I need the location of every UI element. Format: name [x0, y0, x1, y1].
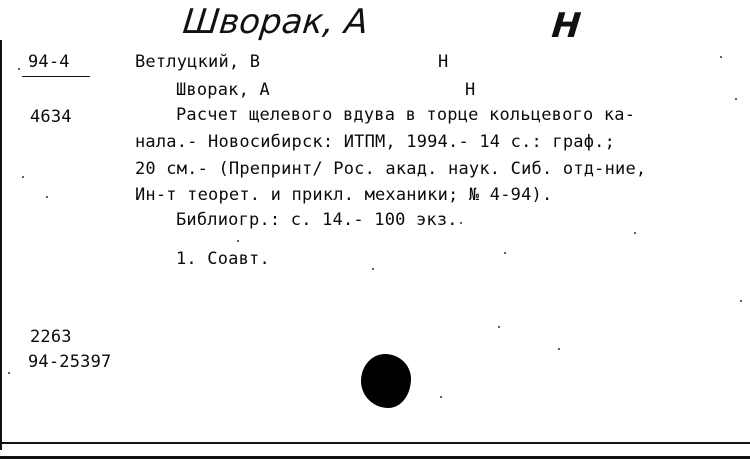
- scan-speck: [237, 240, 239, 242]
- card-number: 4634: [30, 107, 72, 127]
- card-left-edge: [0, 40, 2, 450]
- scan-speck: [372, 268, 374, 270]
- main-author: Ветлуцкий, В: [135, 52, 261, 72]
- bibliography-line: Библиогр.: с. 14.- 100 экз.: [176, 210, 458, 230]
- handwritten-author: Шворак, А: [180, 2, 371, 42]
- scan-speck: [504, 252, 506, 254]
- description-line: нала.- Новосибирск: ИТПМ, 1994.- 14 с.: граф.;: [135, 132, 616, 152]
- tracing-note: 1. Соавт.: [176, 249, 270, 269]
- coauthor: Шворак, А: [176, 80, 270, 100]
- scan-speck: [740, 300, 742, 302]
- scan-speck: [634, 232, 636, 234]
- coauthor-mark: Н: [465, 80, 476, 100]
- classification-index: 94-4: [28, 52, 70, 72]
- scan-speck: [720, 56, 722, 58]
- card-bottom-edge: [0, 456, 750, 459]
- description-line: 20 см.- (Препринт/ Рос. акад. наук. Сиб. отд-ние,: [135, 159, 647, 179]
- description-line: Ин-т теорет. и прикл. механики; № 4-94).: [135, 185, 553, 205]
- scan-speck: [460, 222, 462, 224]
- scan-speck: [8, 372, 10, 374]
- scan-speck: [18, 68, 20, 70]
- scan-speck: [46, 196, 48, 198]
- scan-speck: [22, 176, 24, 178]
- scan-speck: [735, 98, 737, 100]
- card-bottom-line: [0, 442, 750, 444]
- punch-hole: [361, 354, 411, 408]
- code-number: 2263: [30, 327, 72, 347]
- accession-number: 94-25397: [28, 352, 112, 372]
- scan-speck: [440, 396, 442, 398]
- description-line: Расчет щелевого вдува в торце кольцевого ка-: [176, 105, 636, 125]
- scan-speck: [558, 348, 560, 350]
- scan-speck: [498, 326, 500, 328]
- main-author-mark: Н: [438, 52, 449, 72]
- classification-underline: [22, 76, 90, 77]
- handwritten-mark: Н: [549, 6, 583, 46]
